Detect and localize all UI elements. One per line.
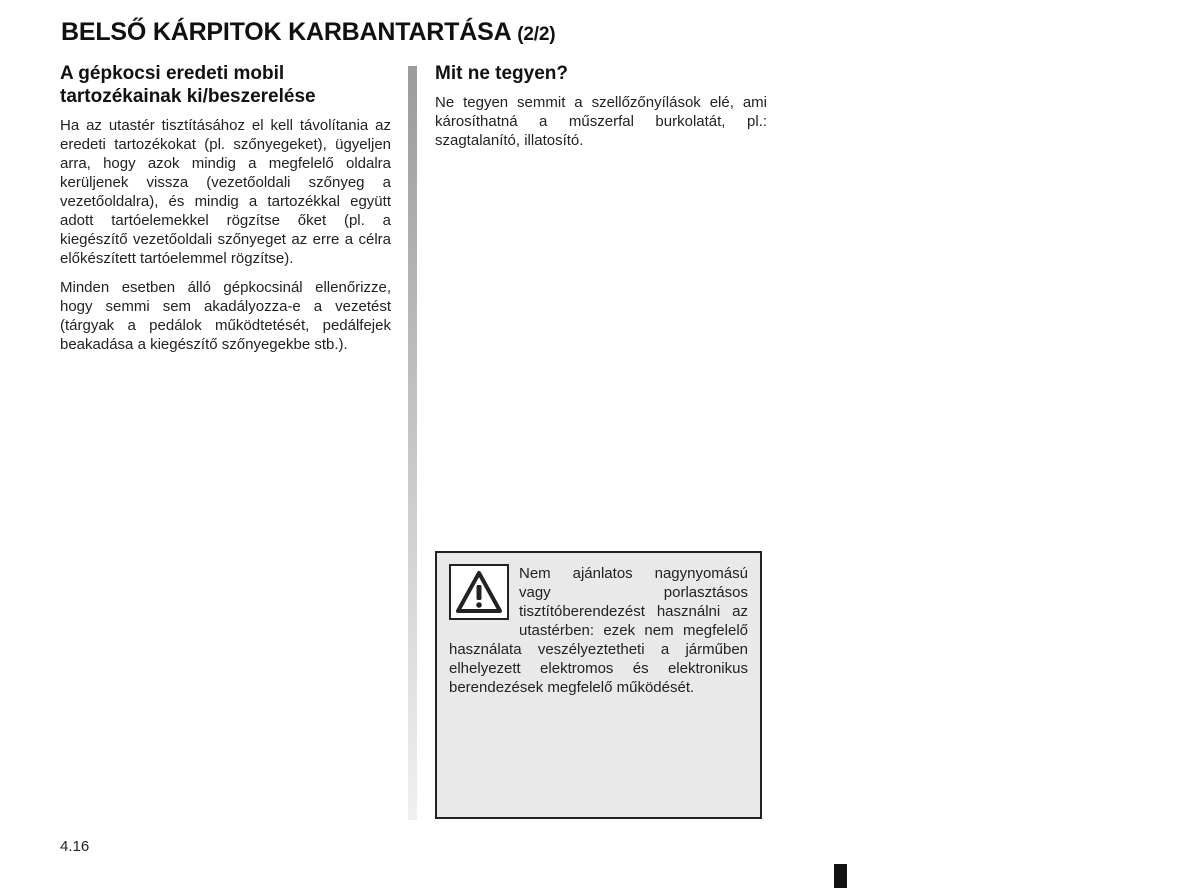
warning-text: Nem ajánlatos nagynyomású vagy porlasztásos tisztítóberendezést használni az utastérben: ezek nem megfelelő használata veszélyeztetheti a járműben elhelyezett elektromos és elektronikus berendezések megfelelő működését. — [449, 565, 748, 696]
page-title-suffix: (2/2) — [517, 24, 556, 45]
page-title-text: BELSŐ KÁRPITOK KARBANTARTÁSA — [61, 18, 511, 46]
warning-triangle-icon — [449, 564, 509, 620]
right-section-heading: Mit ne tegyen? — [435, 63, 569, 84]
column-divider — [408, 66, 417, 820]
left-paragraph-1: Ha az utastér tisztításához el kell távolítania az eredeti tartozékokat (pl. szőnyegeket), ügyeljen arra, hogy azok mindig a megfelelő oldalra kerüljenek vissza (vezetőoldali szőnyeg a vezetőoldalra), és mindig a tartozékkal együtt adott tartóelemekkel rögzítse őket (pl. a kiegészítő vezetőoldali szőnyeget az erre a célra előkészített tartóelemmel rögzítse). — [60, 117, 391, 267]
left-paragraph-2: Minden esetben álló gépkocsinál ellenőrizze, hogy semmi sem akadályozza-e a vezetést (tárgyak a pedálok működtetését, pedálfejek beakadása a kiegészítő szőnyegekbe stb.). — [60, 279, 391, 353]
page-title — [61, 18, 555, 47]
warning-box — [435, 551, 762, 819]
right-column — [435, 62, 767, 160]
page-number: 4.16 — [60, 838, 90, 855]
left-column — [60, 62, 391, 364]
left-section-heading: A gépkocsi eredeti mobil tartozékainak ki/beszerelése — [60, 63, 316, 107]
right-paragraph: Ne tegyen semmit a szellőzőnyílások elé, ami károsíthatná a műszerfal burkolatát, pl.: szagtalanító, illatosító. — [435, 94, 767, 149]
page-edge-marker — [834, 864, 847, 888]
